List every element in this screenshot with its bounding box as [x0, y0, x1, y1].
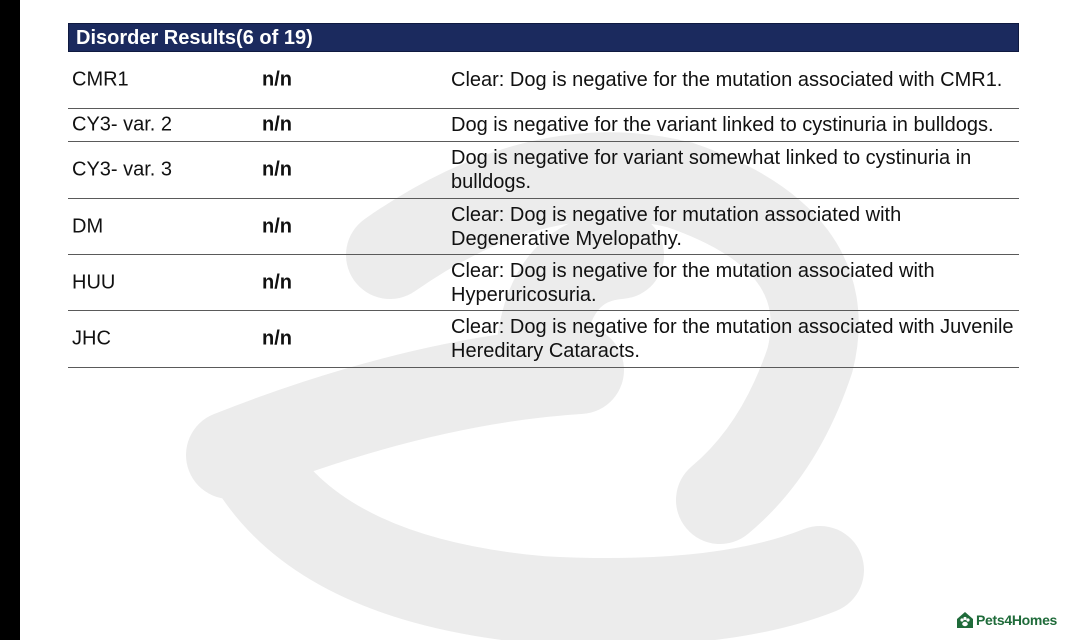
- disorder-name: CMR1: [72, 68, 129, 91]
- disorder-name: DM: [72, 215, 104, 237]
- paw-house-icon: [956, 611, 974, 629]
- document-page: [20, 0, 1080, 640]
- genotype-value: n/n: [262, 327, 292, 350]
- disorder-results-table: [68, 23, 1019, 368]
- brand-logo: [956, 611, 1057, 629]
- result-description: Clear: Dog is negative for mutation associated with Degenerative Myelopathy.: [451, 203, 902, 250]
- genotype-value: n/n: [262, 68, 292, 91]
- disorder-name: JHC: [72, 327, 111, 350]
- table-row: [68, 255, 1019, 311]
- genotype-value: n/n: [262, 158, 292, 181]
- table-row: [68, 109, 1019, 142]
- disorder-name: CY3- var. 2: [72, 113, 173, 136]
- table-row: [68, 142, 1019, 199]
- disorder-name: HUU: [72, 271, 116, 293]
- table-row: [68, 199, 1019, 255]
- result-description: Clear: Dog is negative for the mutation associated with Juvenile Hereditary Cataracts.: [451, 316, 1014, 362]
- genotype-value: n/n: [262, 215, 292, 237]
- genotype-value: n/n: [262, 271, 292, 293]
- result-description: Clear: Dog is negative for the mutation associated with CMR1.: [451, 69, 1003, 91]
- result-description: Dog is negative for variant somewhat linked to cystinuria in bulldogs.: [451, 147, 972, 193]
- table-row: [68, 311, 1019, 368]
- genotype-value: n/n: [262, 113, 292, 136]
- table-row: [68, 52, 1019, 109]
- logo-text: Pets4Homes: [976, 612, 1058, 628]
- result-description: Clear: Dog is negative for the mutation associated with Hyperuricosuria.: [451, 259, 935, 306]
- disorder-name: CY3- var. 3: [72, 158, 173, 181]
- table-header: Disorder Results(6 of 19): [68, 23, 1019, 52]
- result-description: Dog is negative for the variant linked to cystinuria in bulldogs.: [451, 114, 994, 136]
